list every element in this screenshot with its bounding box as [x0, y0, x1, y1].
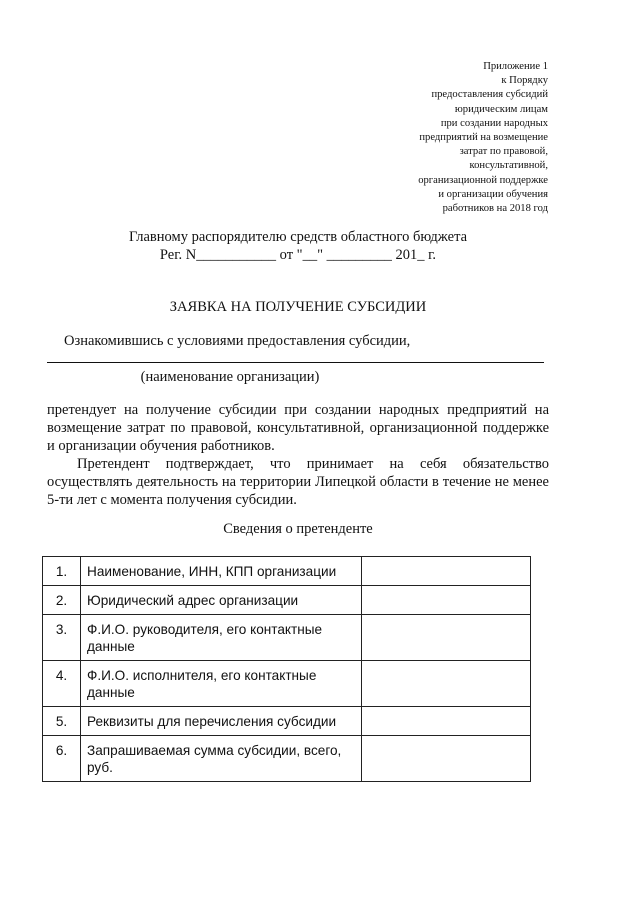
appendix-line: работников на 2018 год — [442, 203, 548, 215]
organization-name-line — [47, 362, 544, 363]
row-value-cell — [362, 586, 531, 615]
table-row — [43, 586, 531, 615]
row-value-cell — [362, 707, 531, 736]
row-value-cell — [362, 736, 531, 782]
row-value-cell — [362, 661, 531, 707]
row-value-cell — [362, 557, 531, 586]
row-label: Юридический адрес организации — [81, 586, 362, 615]
applicant-info-table — [42, 556, 531, 782]
row-number: 6. — [43, 736, 81, 782]
row-number: 2. — [43, 586, 81, 615]
table-row — [43, 661, 531, 707]
appendix-line: и организации обучения — [438, 188, 548, 200]
row-number: 3. — [43, 615, 81, 661]
appendix-line: юридическим лицам — [454, 103, 548, 115]
intro-text: Ознакомившись с условиями предоставления субсидии, — [64, 333, 411, 349]
obligation-paragraph: Претендент подтверждает, что принимает на себя обязательство осуществлять деятельность на территории Липецкой области в течение не менее 5-ти лет с момента получения субсидии. — [47, 456, 549, 508]
appendix-line: затрат по правовой, — [459, 146, 548, 158]
addressee-line: Главному распорядителю средств областного бюджета — [128, 229, 468, 245]
table-row — [43, 736, 531, 782]
row-number: 4. — [43, 661, 81, 707]
row-label: Реквизиты для перечисления субсидии — [81, 707, 362, 736]
row-number: 1. — [43, 557, 81, 586]
appendix-line: предприятий на возмещение — [419, 132, 548, 144]
table-row — [43, 615, 531, 661]
table-row — [43, 557, 531, 586]
table-row — [43, 707, 531, 736]
appendix-line: к Порядку — [501, 75, 548, 87]
row-label: Ф.И.О. исполнителя, его контактные данные — [81, 661, 362, 707]
appendix-block — [288, 60, 548, 216]
addressee-block — [0, 228, 596, 264]
claim-paragraph: претендует на получение субсидии при создании народных предприятий на возмещение затрат по правовой, консультативной, организационной поддержке и организации обучения работников. — [47, 402, 549, 454]
table-title: Сведения о претенденте — [223, 521, 373, 537]
appendix-line: при создании народных — [440, 117, 548, 129]
row-label: Ф.И.О. руководителя, его контактные данные — [81, 615, 362, 661]
row-number: 5. — [43, 707, 81, 736]
organization-caption: (наименование организации) — [140, 369, 320, 385]
appendix-line: Приложение 1 — [483, 61, 548, 72]
appendix-line: организационной поддержке — [418, 174, 548, 186]
appendix-line: предоставления субсидий — [431, 89, 548, 101]
appendix-line: консультативной, — [469, 160, 548, 172]
document-title: ЗАЯВКА НА ПОЛУЧЕНИЕ СУБСИДИИ — [169, 299, 427, 315]
row-label: Запрашиваемая сумма субсидии, всего, руб. — [81, 736, 362, 782]
row-value-cell — [362, 615, 531, 661]
row-label: Наименование, ИНН, КПП организации — [81, 557, 362, 586]
registration-line: Рег. N___________ от "__" _________ 201_ г. — [159, 247, 437, 263]
